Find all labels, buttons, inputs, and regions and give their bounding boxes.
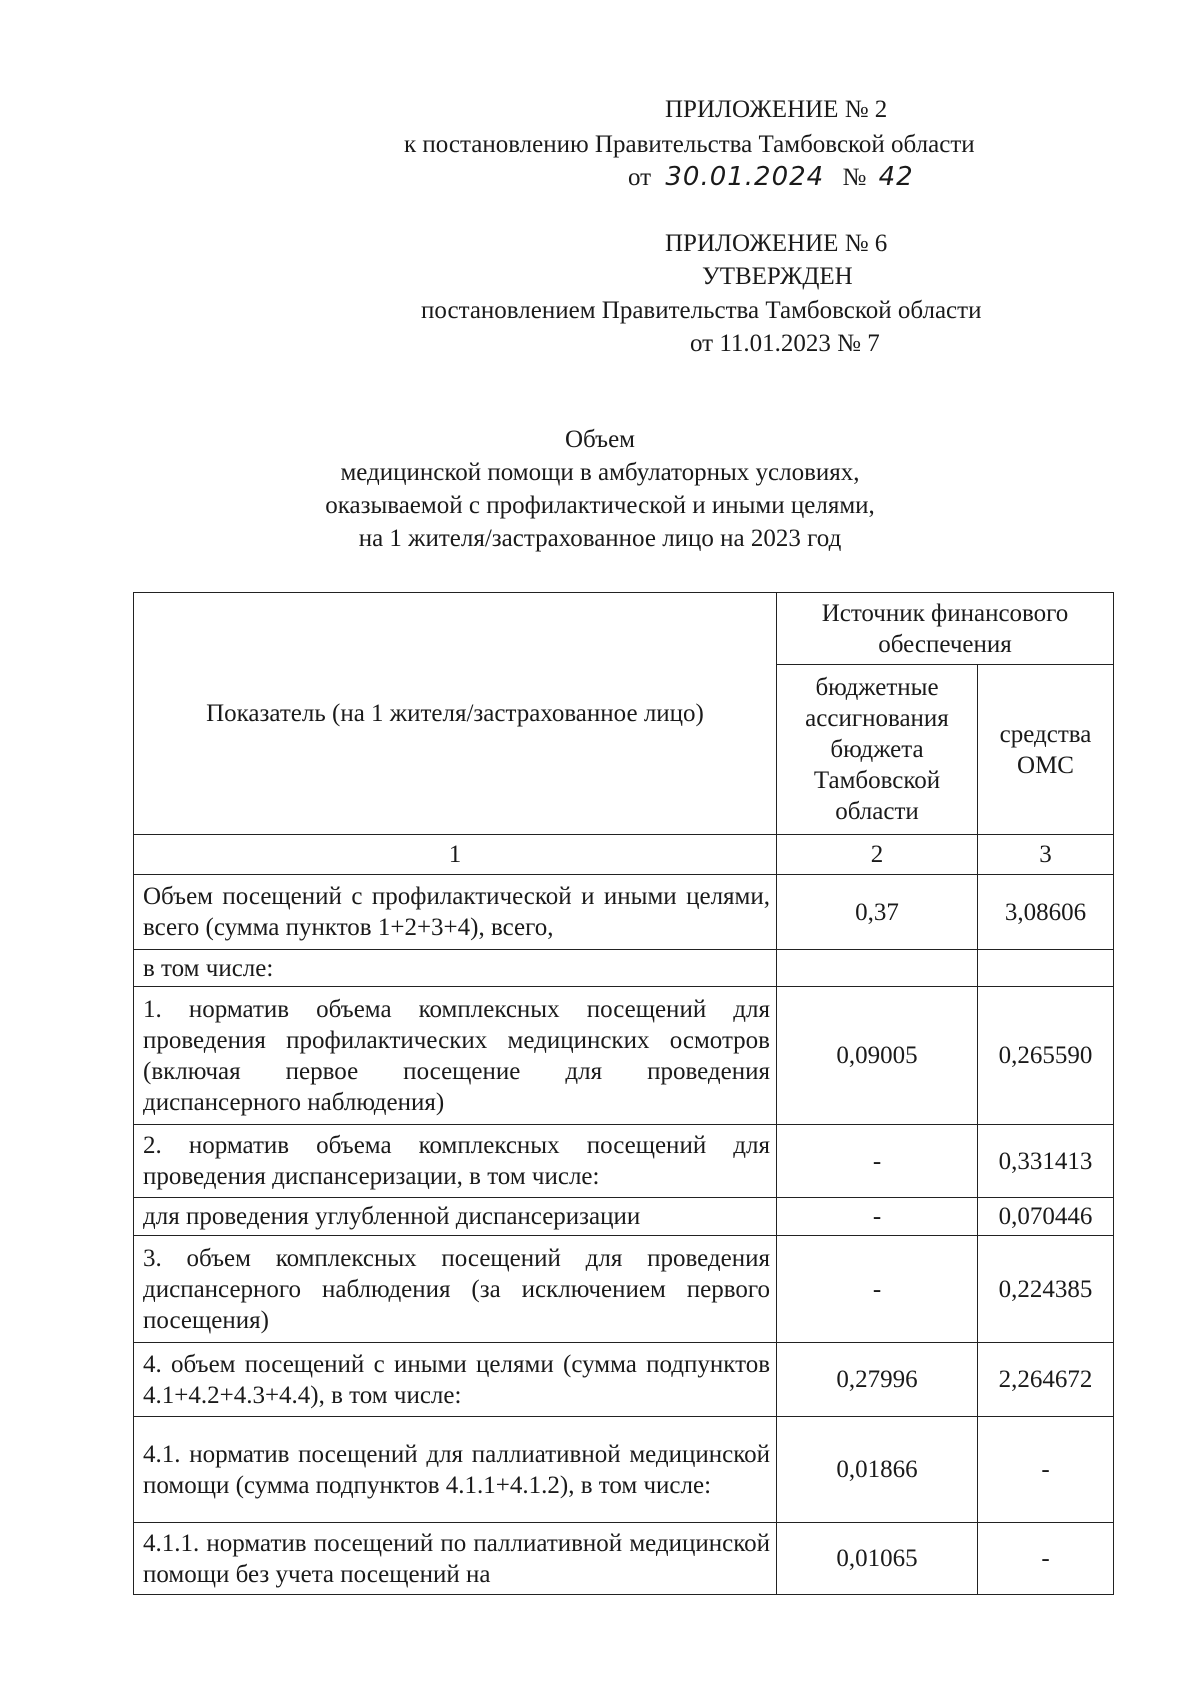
header-funding-source: Источник финансового обеспечения <box>777 593 1114 665</box>
table-row <box>134 1236 1114 1343</box>
header-budget: бюджетные ассигнования бюджета Тамбовской области <box>777 665 978 835</box>
row-budget-value: 0,01866 <box>777 1417 978 1523</box>
appendix-2-reference: к постановлению Правительства Тамбовской области <box>404 131 975 158</box>
appendix-2-title: ПРИЛОЖЕНИЕ № 2 <box>665 96 888 123</box>
table-row <box>134 987 1114 1125</box>
row-budget-value: 0,27996 <box>777 1343 978 1417</box>
column-number: 2 <box>777 835 978 875</box>
header-indicator: Показатель (на 1 жителя/застрахованное лицо) <box>134 593 777 835</box>
row-label: в том числе: <box>134 950 777 987</box>
table-row <box>134 1343 1114 1417</box>
approved-label: УТВЕРЖДЕН <box>702 263 853 290</box>
row-oms-value: 0,070446 <box>978 1198 1114 1236</box>
row-label: для проведения углубленной диспансеризации <box>134 1198 777 1236</box>
table-row <box>134 1125 1114 1198</box>
title-line: оказываемой с профилактической и иными целями, <box>325 492 875 519</box>
row-budget-value: - <box>777 1236 978 1343</box>
column-number: 3 <box>978 835 1114 875</box>
row-label: 4.1. норматив посещений для паллиативной медицинской помощи (сумма подпунктов 4.1.1+4.1.2), в том числе: <box>134 1417 777 1523</box>
row-oms-value: - <box>978 1523 1114 1595</box>
row-label: Объем посещений с профилактической и иными целями, всего (сумма пунктов 1+2+3+4), всего, <box>134 875 777 950</box>
header-oms: средства ОМС <box>978 665 1114 835</box>
row-budget-value: 0,09005 <box>777 987 978 1125</box>
appendix-2-date: 30.01.2024 <box>665 162 825 192</box>
row-label: 4.1.1. норматив посещений по паллиативной медицинской помощи без учета посещений на <box>134 1523 777 1595</box>
column-number: 1 <box>134 835 777 875</box>
row-label: 3. объем комплексных посещений для проведения диспансерного наблюдения (за исключением первого посещения) <box>134 1236 777 1343</box>
row-budget-value: 0,01065 <box>777 1523 978 1595</box>
row-oms-value: 0,224385 <box>978 1236 1114 1343</box>
appendix-2-number: 42 <box>878 162 914 192</box>
appendix-6-date-line: от 11.01.2023 № 7 <box>690 330 880 357</box>
appendix-6-reference: постановлением Правительства Тамбовской области <box>421 297 982 324</box>
appendix-2-date-line <box>628 162 914 193</box>
row-budget-value: 0,37 <box>777 875 978 950</box>
table-row <box>134 1417 1114 1523</box>
row-budget-value: - <box>777 1198 978 1236</box>
row-label: 2. норматив объема комплексных посещений для проведения диспансеризации, в том числе: <box>134 1125 777 1198</box>
row-oms-value: 0,331413 <box>978 1125 1114 1198</box>
row-budget-value <box>777 950 978 987</box>
table-row <box>134 1198 1114 1236</box>
table-row <box>134 1523 1114 1595</box>
volume-table <box>133 592 1114 1595</box>
row-oms-value: 3,08606 <box>978 875 1114 950</box>
table-row <box>134 950 1114 987</box>
row-oms-value: 2,264672 <box>978 1343 1114 1417</box>
row-oms-value: 0,265590 <box>978 987 1114 1125</box>
table-row <box>134 875 1114 950</box>
appendix-6-title: ПРИЛОЖЕНИЕ № 6 <box>665 230 888 257</box>
row-budget-value: - <box>777 1125 978 1198</box>
appendix-2-from-label: от <box>628 164 652 191</box>
title-line: на 1 жителя/застрахованное лицо на 2023 год <box>358 525 842 552</box>
appendix-2-number-sign: № <box>842 164 867 191</box>
row-oms-value <box>978 950 1114 987</box>
column-number-row <box>134 835 1114 875</box>
title-line: Объем <box>565 426 635 453</box>
row-oms-value: - <box>978 1417 1114 1523</box>
row-label: 4. объем посещений с иными целями (сумма подпунктов 4.1+4.2+4.3+4.4), в том числе: <box>134 1343 777 1417</box>
title-line: медицинской помощи в амбулаторных условиях, <box>340 459 860 486</box>
row-label: 1. норматив объема комплексных посещений для проведения профилактических медицинских осмотров (включая первое посещение для проведения диспансерного наблюдения) <box>134 987 777 1125</box>
